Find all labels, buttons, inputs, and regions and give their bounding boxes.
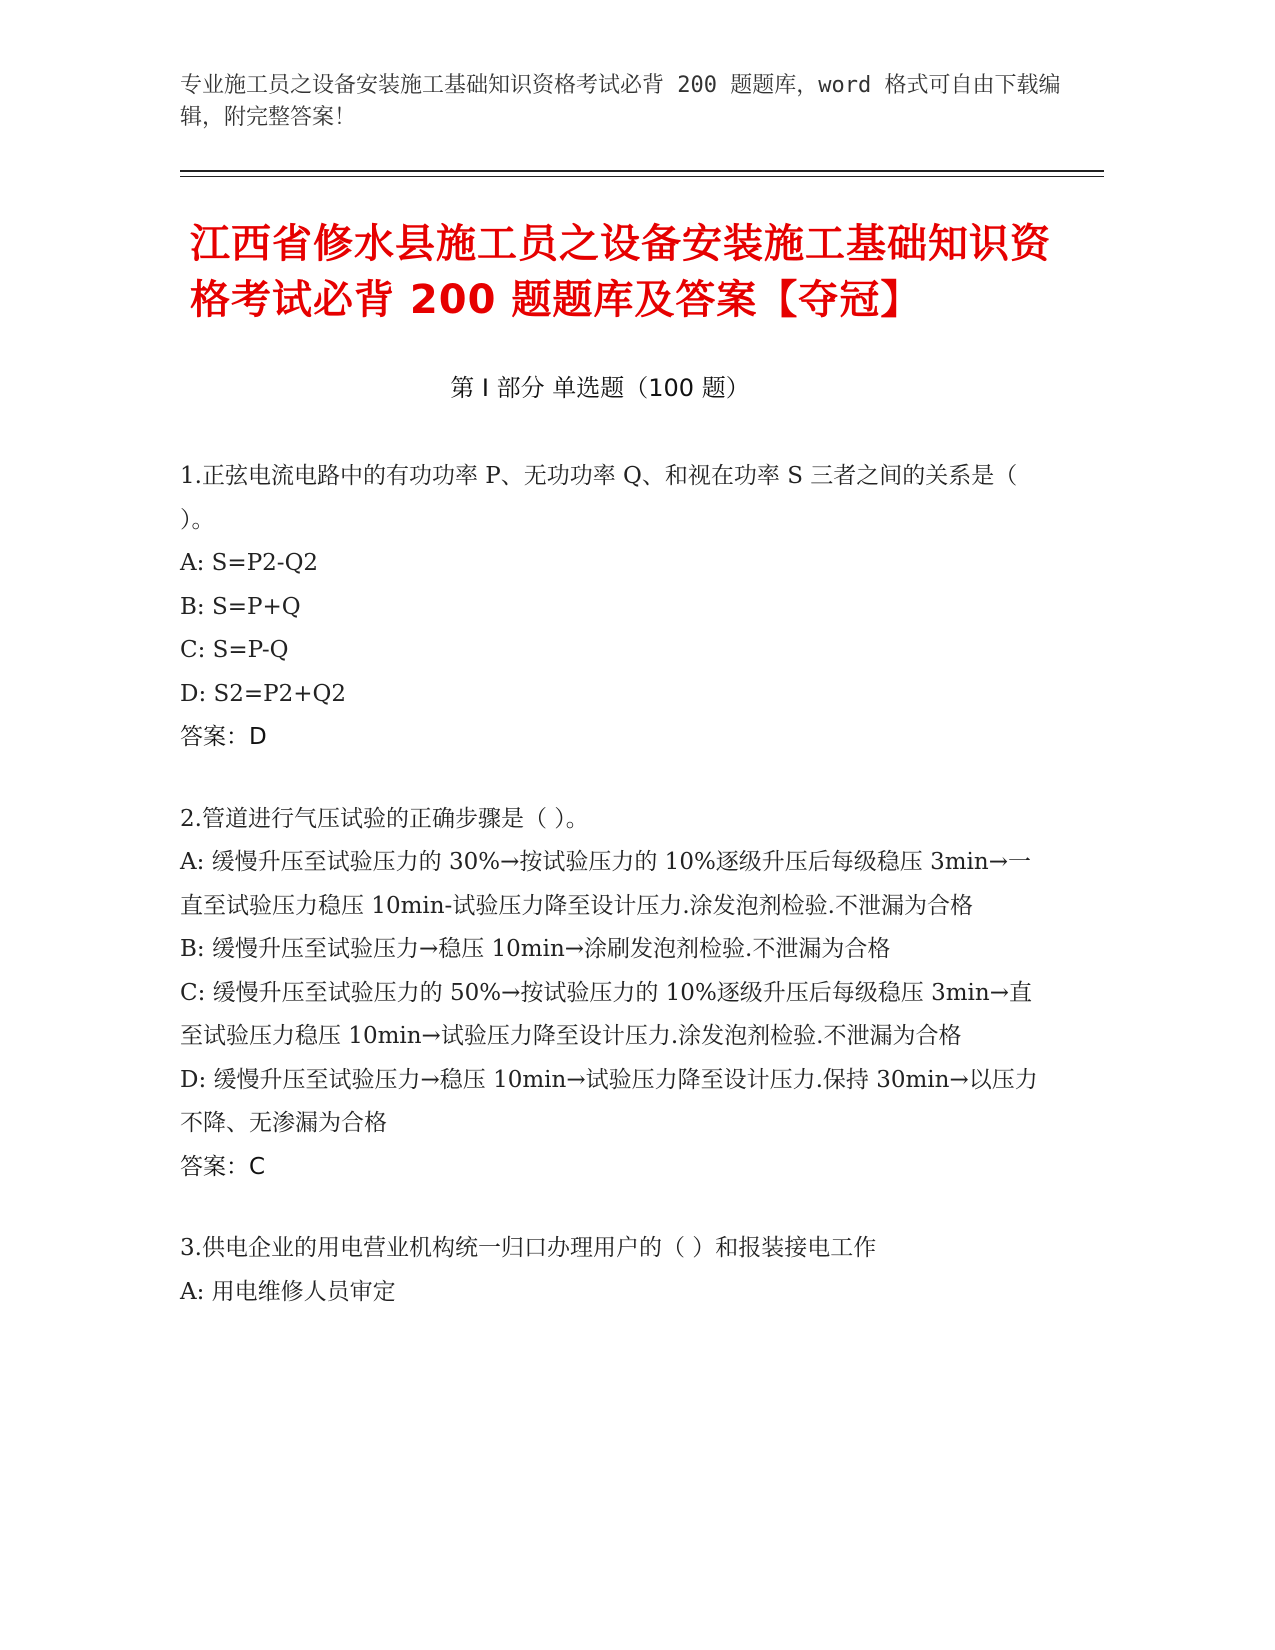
option-a: A: S=P2-Q2 xyxy=(180,550,319,576)
answer: 答案：D xyxy=(180,724,267,750)
option-a: A: 用电维修人员审定 xyxy=(180,1278,396,1305)
question-list xyxy=(180,455,1050,1352)
section-title: 第 I 部分 单选题（100 题） xyxy=(450,374,750,402)
option-b: B: S=P+Q xyxy=(180,593,301,620)
option-d: D: S2=P2+Q2 xyxy=(180,680,347,707)
option-c: C: 缓慢升压至试验压力的 50%→按试验压力的 10%逐级升压后每级稳压 3min→直至试验压力稳压 10min→试验压力降至设计压力.涂发泡剂检验.不泄漏为合格 xyxy=(180,979,1032,1049)
option-d: D: 缓慢升压至试验压力→稳压 10min→试验压力降至设计压力.保持 30min→以压力不降、无渗漏为合格 xyxy=(180,1066,1038,1136)
header-rule-thick xyxy=(180,170,1104,172)
answer: 答案：C xyxy=(180,1153,266,1180)
header-note: 专业施工员之设备安装施工基础知识资格考试必背 200 题题库，word 格式可自由下载编辑，附完整答案！ xyxy=(180,73,1061,130)
question-text: 3.供电企业的用电营业机构统一归口办理用户的（ ）和报装接电工作 xyxy=(180,1235,877,1261)
question-1 xyxy=(180,455,1050,760)
question-text: 1.正弦电流电路中的有功功率 P、无功功率 Q、和视在功率 S 三者之间的关系是（ ）。 xyxy=(180,463,1018,533)
option-b: B: 缓慢升压至试验压力→稳压 10min→涂刷发泡剂检验.不泄漏为合格 xyxy=(180,936,891,962)
document-title: 江西省修水县施工员之设备安装施工基础知识资格考试必背 200 题题库及答案【夺冠】 xyxy=(190,221,1051,323)
header-rule-thin xyxy=(180,176,1104,177)
option-c: C: S=P-Q xyxy=(180,637,289,663)
question-2 xyxy=(180,798,1050,1190)
question-text: 2.管道进行气压试验的正确步骤是（ ）。 xyxy=(180,805,589,832)
question-3 xyxy=(180,1227,1050,1314)
option-a: A: 缓慢升压至试验压力的 30%→按试验压力的 10%逐级升压后每级稳压 3min→一直至试验压力稳压 10min-试验压力降至设计压力.涂发泡剂检验.不泄漏为合格 xyxy=(180,849,1031,919)
